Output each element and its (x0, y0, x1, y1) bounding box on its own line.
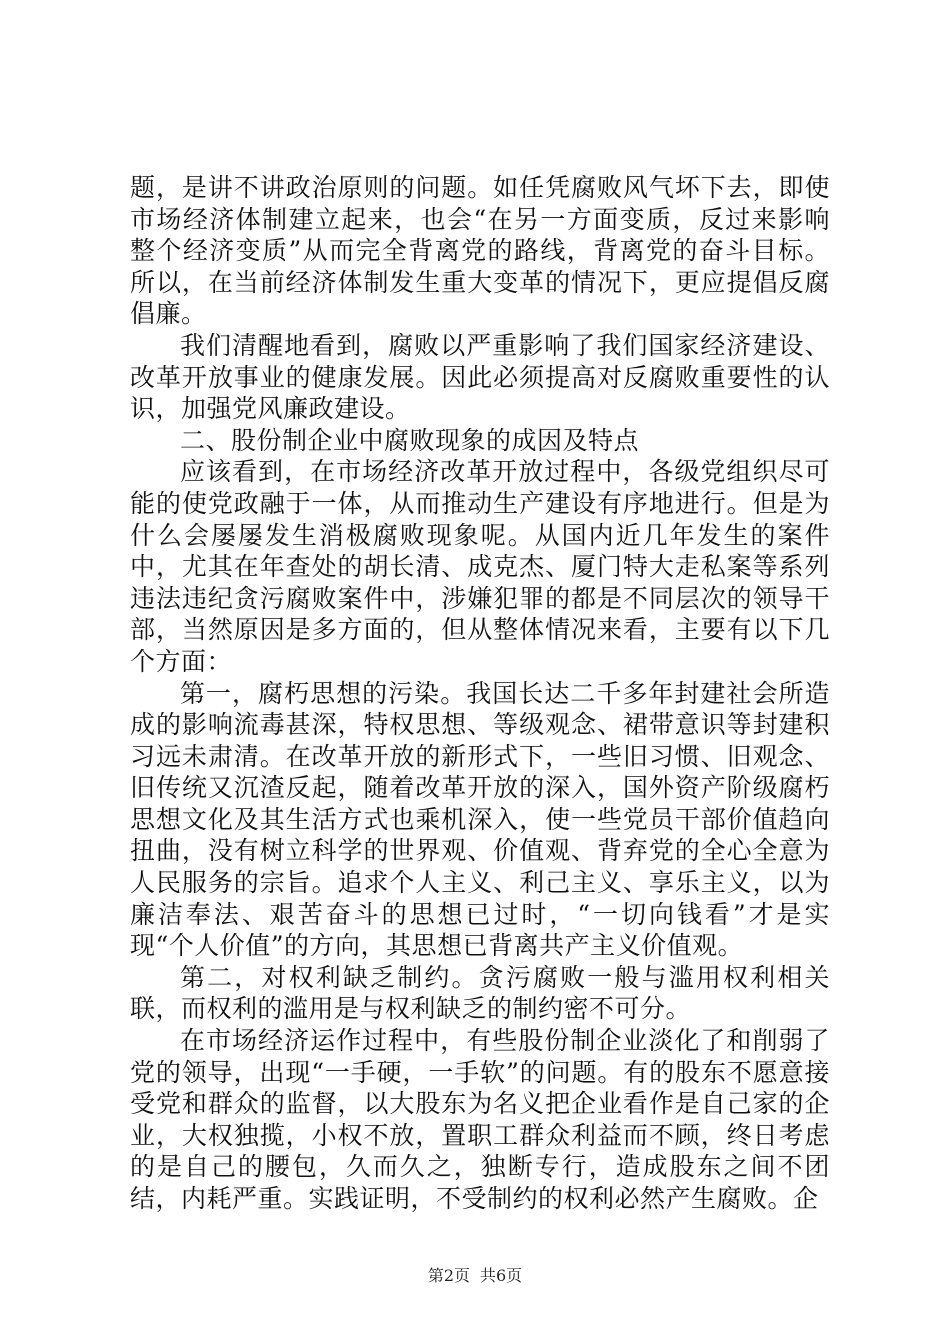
page-total: 共6页 (480, 1266, 523, 1285)
paragraph: 第一，腐朽思想的污染。我国长达二千多年封建社会所造成的影响流毒甚深，特权思想、等级观念、裙带意识等封建积习远未肃清。在改革开放的新形式下，一些旧习惯、旧观念、旧传统又沉渣反起，随着改革开放的深入，国外资产阶级腐朽思想文化及其生活方式也乘机深入，使一些党员干部价值趋向扭曲，没有树立科学的世界观、价值观、背弃党的全心全意为人民服务的宗旨。追求个人主义、利己主义、享乐主义，以为廉洁奉法、艰苦奋斗的思想已过时，“一切向钱看”才是实现“个人价值”的方向，其思想已背离共产主义价值观。 (130, 678, 830, 961)
paragraph: 应该看到，在市场经济改革开放过程中，各级党组织尽可能的使党政融于一体，从而推动生产建设有序地进行。但是为什么会屡屡发生消极腐败现象呢。从国内近几年发生的案件中，尤其在年查处的胡长清、成克杰、厦门特大走私案等系列违法违纪贪污腐败案件中，涉嫌犯罪的都是不同层次的领导干部，当然原因是多方面的，但从整体情况来看，主要有以下几个方面： (130, 457, 830, 676)
paragraph-continuation: 题，是讲不讲政治原则的问题。如任凭腐败风气坏下去，即使市场经济体制建立起来，也会“在另一方面变质，反过来影响整个经济变质”从而完全背离党的路线，背离党的奋斗目标。所以，在当前经济体制发生重大变革的情况下，更应提倡反腐倡廉。 (130, 173, 830, 329)
page-number: 第2页 (427, 1266, 470, 1285)
section-heading: 二、股份制企业中腐败现象的成因及特点 (180, 425, 640, 455)
paragraph: 在市场经济运作过程中，有些股份制企业淡化了和削弱了党的领导，出现“一手硬，一手软”的问题。有的股东不愿意接受党和群众的监督，以大股东为名义把企业看作是自己家的企业，大权独揽，小权不放，置职工群众利益而不顾，终日考虑的是自己的腰包，久而久之，独断专行，造成股东之间不团结，内耗严重。实践证明，不受制约的权利必然产生腐败。企 (130, 1026, 830, 1213)
document-body (130, 172, 830, 1215)
page-footer (0, 1266, 950, 1286)
paragraph: 第二，对权利缺乏制约。贪污腐败一般与滥用权利相关联，而权利的滥用是与权利缺乏的制约密不可分。 (130, 962, 830, 1024)
paragraph: 我们清醒地看到，腐败以严重影响了我们国家经济建设、改革开放事业的健康发展。因此必须提高对反腐败重要性的认识，加强党风廉政建设。 (130, 330, 830, 424)
